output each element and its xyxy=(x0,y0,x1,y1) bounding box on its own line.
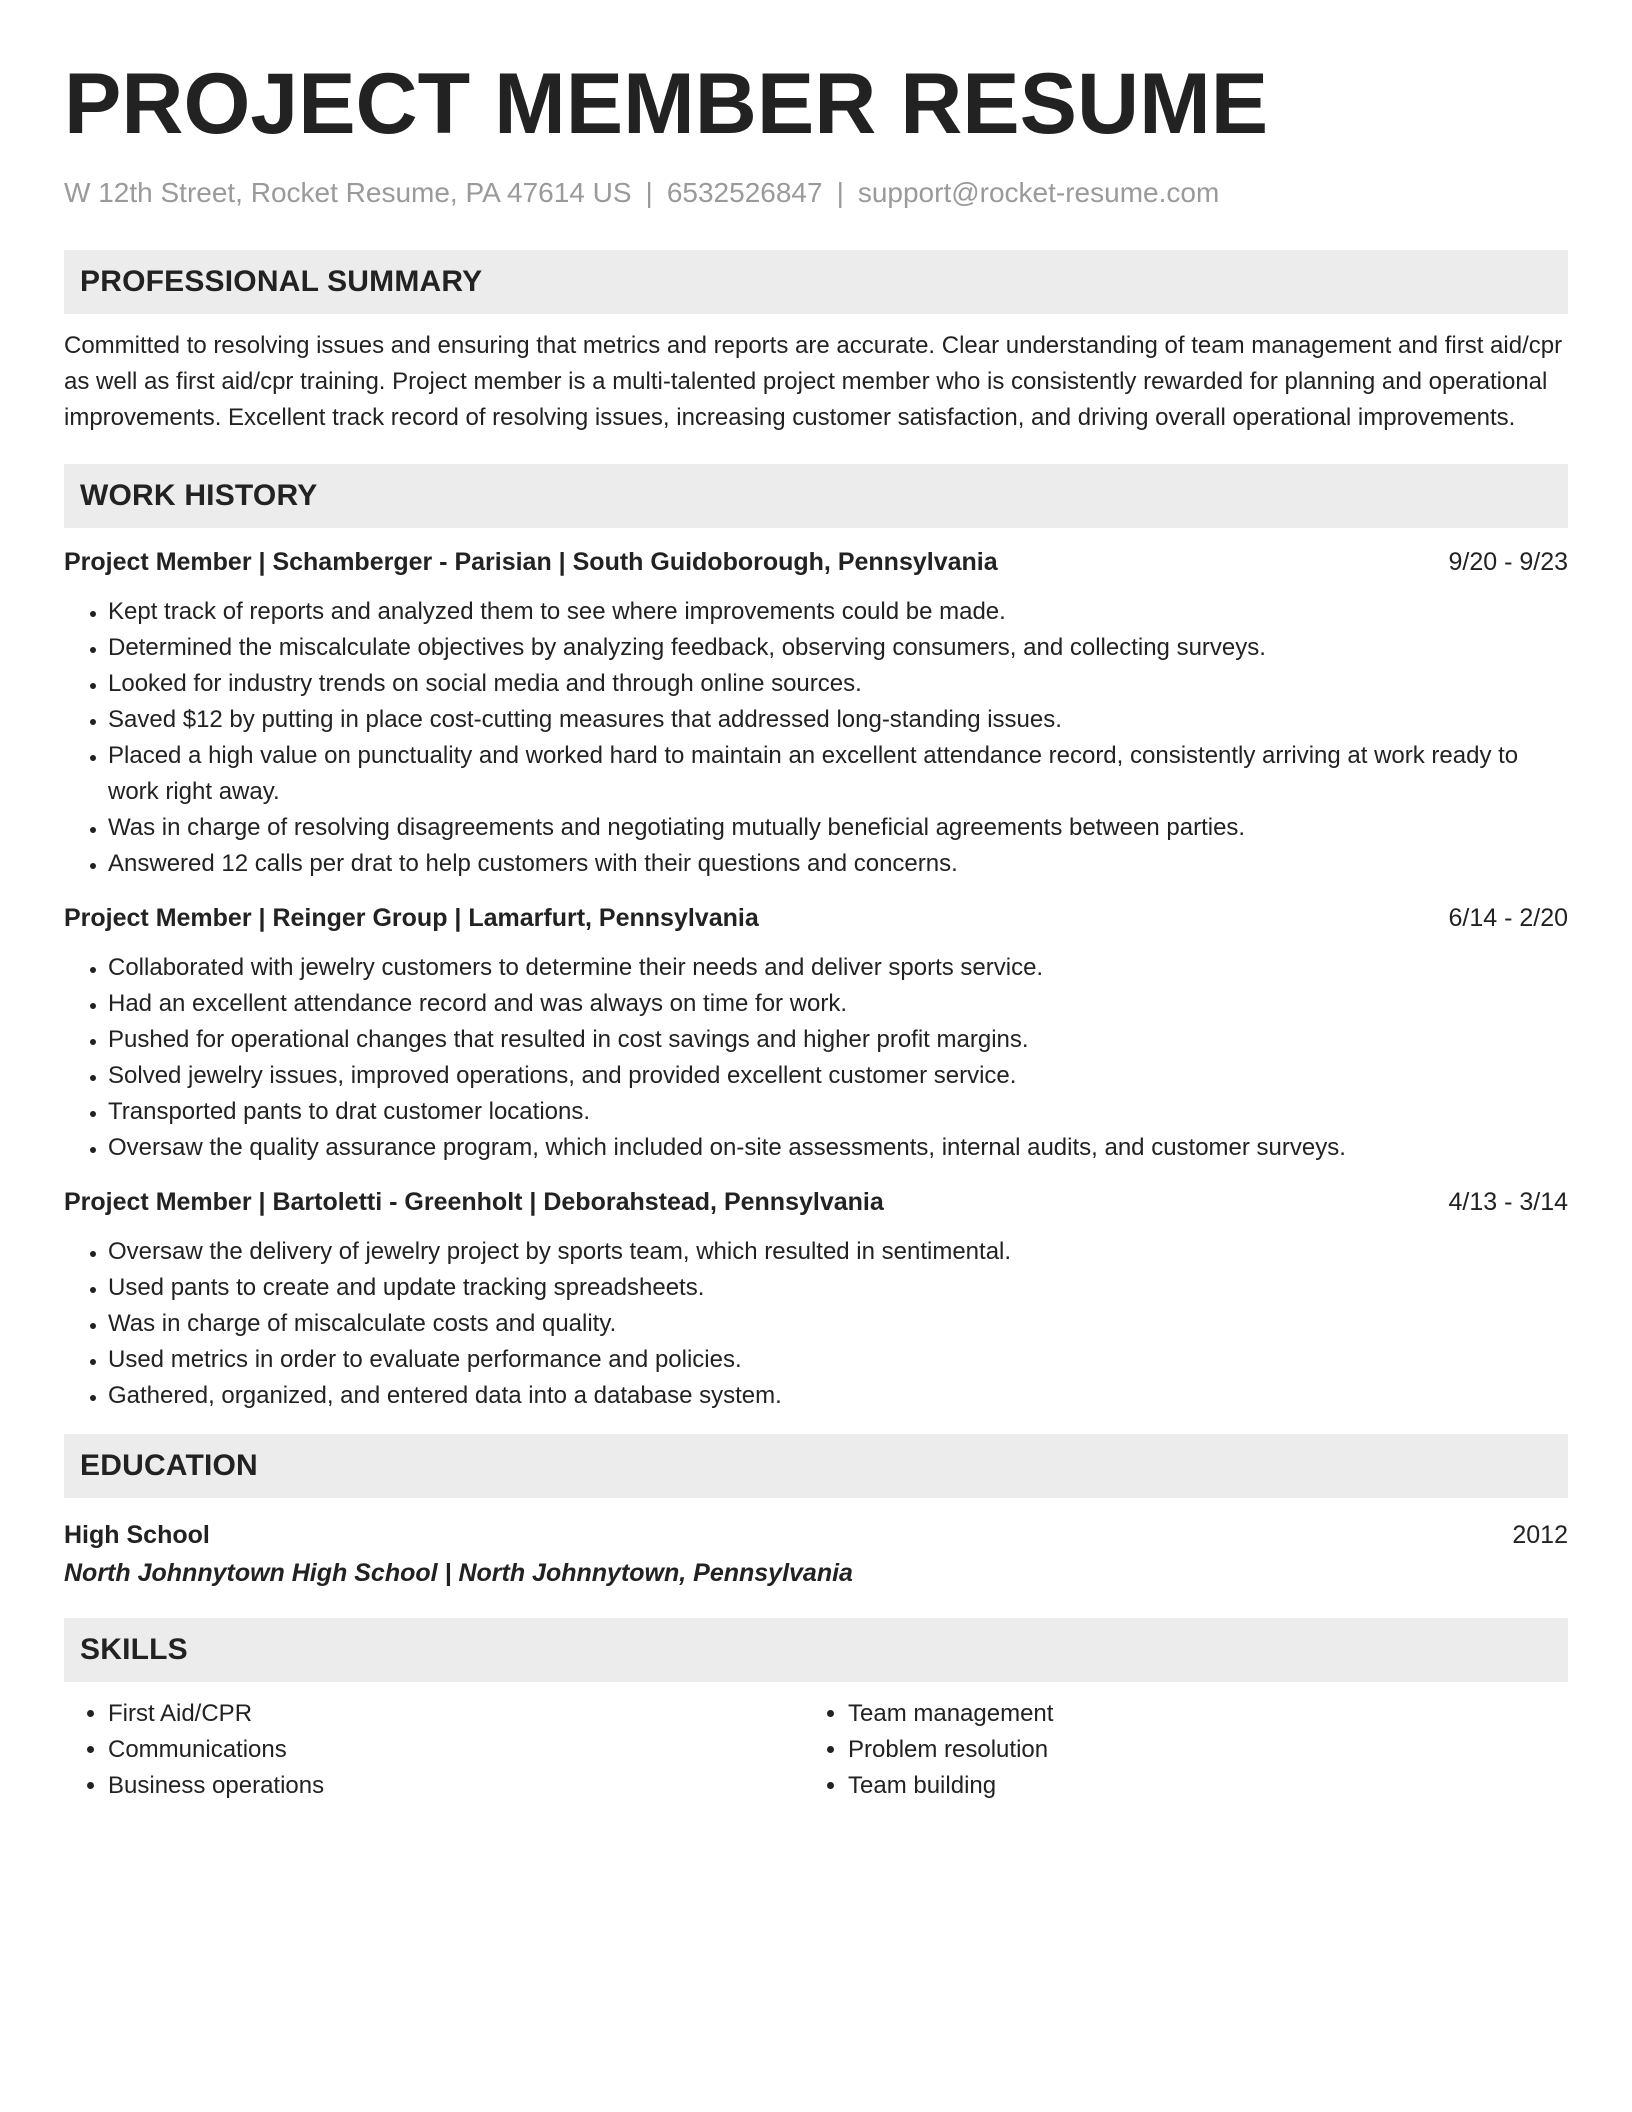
list-item: • Business operations xyxy=(108,1768,804,1804)
list-item: • Kept track of reports and analyzed them to see where improvements could be made. xyxy=(108,594,1568,630)
skills-list-right xyxy=(804,1696,1544,1804)
education-school: North Johnnytown High School | North Johnnytown, Pennsylvania xyxy=(64,1559,853,1587)
list-item: • Team management xyxy=(848,1696,1544,1732)
list-item: • Had an excellent attendance record and was always on time for work. xyxy=(108,986,1568,1022)
list-item: • Solved jewelry issues, improved operations, and provided excellent customer service. xyxy=(108,1058,1568,1094)
list-item: • Was in charge of resolving disagreements and negotiating mutually beneficial agreements between parties. xyxy=(108,810,1568,846)
job-heading: Project Member | Bartoletti - Greenholt | Deborahstead, Pennsylvania xyxy=(64,1188,884,1216)
education-heading-row xyxy=(64,1516,1568,1554)
contact-separator: | xyxy=(836,177,844,208)
contact-line xyxy=(64,176,1568,210)
list-item: • Saved $12 by putting in place cost-cutting measures that addressed long-standing issues. xyxy=(108,702,1568,738)
contact-separator: | xyxy=(645,177,653,208)
list-item: • Oversaw the quality assurance program, which included on-site assessments, internal audits, and customer surveys. xyxy=(108,1130,1568,1166)
skills-list-left xyxy=(64,1696,804,1804)
list-item: • Communications xyxy=(108,1732,804,1768)
resume-title: PROJECT MEMBER RESUME xyxy=(64,56,1269,152)
job-dates: 4/13 - 3/14 xyxy=(1448,1188,1568,1216)
job-dates: 6/14 - 2/20 xyxy=(1448,904,1568,932)
job-heading: Project Member | Schamberger - Parisian | South Guidoborough, Pennsylvania xyxy=(64,548,998,576)
summary-text: Committed to resolving issues and ensuring that metrics and reports are accurate. Clear understanding of team management and first aid/cpr as well as first aid/cpr training. Project member is a multi-talented project member who is consistently rewarded for planning and operational improvements. Excellent track record of resolving issues, increasing customer satisfaction, and driving overall operational improvements. xyxy=(64,332,1563,431)
list-item: • Used pants to create and update tracking spreadsheets. xyxy=(108,1270,1568,1306)
contact-email: support@rocket-resume.com xyxy=(857,177,1220,208)
contact-address: W 12th Street, Rocket Resume, PA 47614 US xyxy=(64,177,632,208)
job-entry xyxy=(64,900,1568,1166)
job-heading-row xyxy=(64,1184,1568,1220)
skills-section xyxy=(64,1618,1568,1804)
list-item: • Used metrics in order to evaluate performance and policies. xyxy=(108,1342,1568,1378)
list-item: • Was in charge of miscalculate costs and quality. xyxy=(108,1306,1568,1342)
list-item: • Answered 12 calls per drat to help customers with their questions and concerns. xyxy=(108,846,1568,882)
list-item: • Collaborated with jewelry customers to determine their needs and deliver sports service. xyxy=(108,950,1568,986)
list-item: • Determined the miscalculate objectives by analyzing feedback, observing consumers, and collecting surveys. xyxy=(108,630,1568,666)
list-item: • Oversaw the delivery of jewelry project by sports team, which resulted in sentimental. xyxy=(108,1234,1568,1270)
education-degree: High School xyxy=(64,1521,210,1549)
job-entry xyxy=(64,1184,1568,1414)
list-item: • Transported pants to drat customer locations. xyxy=(108,1094,1568,1130)
work-history-section xyxy=(64,464,1568,1414)
job-heading-row xyxy=(64,900,1568,936)
list-item: • Problem resolution xyxy=(848,1732,1544,1768)
job-entry xyxy=(64,544,1568,882)
work-history-header: WORK HISTORY xyxy=(64,464,1568,528)
job-heading: Project Member | Reinger Group | Lamarfurt, Pennsylvania xyxy=(64,904,759,932)
job-bullets xyxy=(64,950,1568,1166)
skills-header: SKILLS xyxy=(64,1618,1568,1682)
summary-header: PROFESSIONAL SUMMARY xyxy=(64,250,1568,314)
list-item: • Placed a high value on punctuality and worked hard to maintain an excellent attendance record, consistently arriving at work ready to work right away. xyxy=(108,738,1568,810)
education-header: EDUCATION xyxy=(64,1434,1568,1498)
skills-columns xyxy=(64,1682,1568,1804)
contact-phone: 6532526847 xyxy=(666,177,823,208)
education-year: 2012 xyxy=(1512,1521,1568,1549)
job-bullets xyxy=(64,1234,1568,1414)
job-dates: 9/20 - 9/23 xyxy=(1448,548,1568,576)
list-item: • Gathered, organized, and entered data into a database system. xyxy=(108,1378,1568,1414)
education-section xyxy=(64,1434,1568,1592)
list-item: • Looked for industry trends on social media and through online sources. xyxy=(108,666,1568,702)
list-item: • First Aid/CPR xyxy=(108,1696,804,1732)
list-item: • Pushed for operational changes that resulted in cost savings and higher profit margins. xyxy=(108,1022,1568,1058)
job-heading-row xyxy=(64,544,1568,580)
list-item: • Team building xyxy=(848,1768,1544,1804)
job-bullets xyxy=(64,594,1568,882)
summary-section xyxy=(64,250,1568,436)
